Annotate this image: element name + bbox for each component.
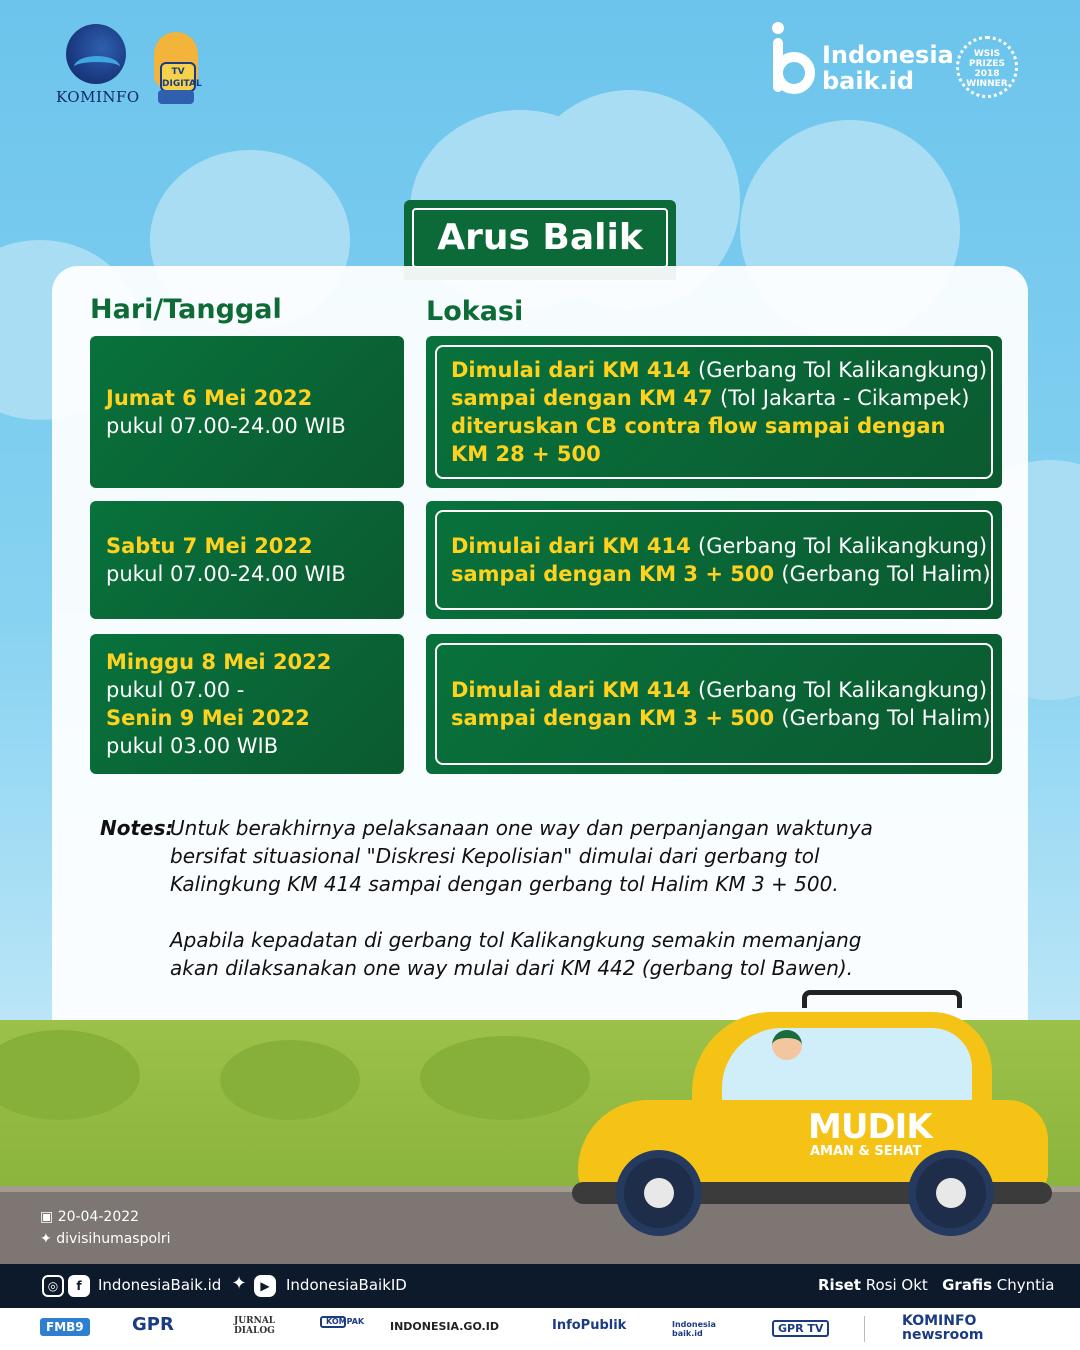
date-box-row-1 <box>90 336 404 488</box>
notes-paragraph: Untuk berakhirnya pelaksanaan one way dan perpanjangan waktunya bersifat situasional "Diskresi Kepolisian" dimulai dari gerbang tol Kalingkung KM 414 sampai dengan gerbang tol Halim KM 3 + 500. <box>170 816 873 896</box>
location-line <box>451 440 977 468</box>
date-column-header: Hari/Tanggal <box>90 294 282 325</box>
location-line <box>451 560 991 588</box>
location-segment: (Gerbang Tol Halim) <box>781 562 991 586</box>
partner-kominfo-newsroom-logo: KOMINFO newsroom <box>902 1313 984 1343</box>
notes-body <box>170 814 880 982</box>
location-line <box>451 412 977 440</box>
location-segment: (Gerbang Tol Halim) <box>781 706 991 730</box>
tv-digital-mascot-icon <box>144 24 208 106</box>
facebook-icon[interactable]: f <box>68 1275 90 1297</box>
twitter-icon[interactable]: ✦ <box>231 1273 247 1294</box>
notes-label: Notes: <box>100 816 174 840</box>
instagram-icon[interactable]: ◎ <box>42 1275 64 1297</box>
location-segment: sampai dengan KM 47 <box>451 386 720 410</box>
publish-date: 20-04-2022 <box>57 1209 140 1225</box>
source-icon: ✦ <box>40 1231 52 1247</box>
location-line <box>451 676 988 704</box>
location-line <box>451 356 988 384</box>
location-line <box>451 704 991 732</box>
partner-jurnal-dialog-logo: JURNAL DIALOG <box>234 1316 276 1336</box>
date-line: pukul 07.00-24.00 WIB <box>106 562 346 586</box>
location-segment: (Gerbang Tol Kalikangkung) <box>698 534 988 558</box>
location-box-row-3 <box>426 634 1002 774</box>
location-segment: (Gerbang Tol Kalikangkung) <box>698 358 988 382</box>
social-handle-2[interactable]: IndonesiaBaikID <box>286 1276 407 1294</box>
source-label: divisihumaspolri <box>56 1231 171 1247</box>
credits <box>818 1276 1054 1294</box>
wheel-icon <box>908 1150 994 1236</box>
location-segment: Dimulai dari KM 414 <box>451 358 699 382</box>
date-box-row-2 <box>90 501 404 619</box>
car-illustration <box>572 990 1058 1230</box>
partner-infopublik-logo: InfoPublik <box>552 1318 627 1333</box>
location-segment: KM 28 + 500 <box>451 442 601 466</box>
location-line <box>451 532 988 560</box>
indonesia-baik-mark-icon <box>770 22 816 96</box>
kominfo-wave-icon <box>74 56 120 78</box>
date-line: Senin 9 Mei 2022 <box>106 706 310 730</box>
page-title: Arus Balik <box>412 208 668 268</box>
date-line: pukul 03.00 WIB <box>106 734 279 758</box>
mascot-tv-label: TV DIGITAL <box>160 62 196 92</box>
location-box-row-1 <box>426 336 1002 488</box>
riset-label: Riset <box>818 1276 861 1294</box>
date-line: Minggu 8 Mei 2022 <box>106 650 332 674</box>
location-inner-frame <box>435 643 993 765</box>
location-inner-frame <box>435 345 993 479</box>
location-column-header: Lokasi <box>426 296 524 327</box>
youtube-icon[interactable]: ▶ <box>254 1275 276 1297</box>
location-segment: sampai dengan KM 3 + 500 <box>451 562 782 586</box>
car-title: MUDIK <box>808 1107 932 1147</box>
riset-name: Rosi Okt <box>865 1276 928 1294</box>
date-box-row-3 <box>90 634 404 774</box>
partner-logos-bar <box>0 1308 1080 1350</box>
grafis-name: Chyntia <box>996 1276 1055 1294</box>
location-segment: diteruskan CB contra flow sampai dengan <box>451 414 946 438</box>
location-inner-frame <box>435 510 993 610</box>
driver-icon <box>772 1030 802 1060</box>
calendar-icon: ▣ <box>40 1209 54 1225</box>
date-line: pukul 07.00-24.00 WIB <box>106 414 346 438</box>
bush-shape <box>420 1036 590 1120</box>
location-box-row-2 <box>426 501 1002 619</box>
location-segment: (Tol Jakarta - Cikampek) <box>719 386 970 410</box>
bush-shape <box>220 1040 360 1120</box>
partner-indonesia-go-id-logo: INDONESIA.GO.ID <box>390 1320 499 1333</box>
partner-gpr-tv-logo: GPR TV <box>772 1320 829 1337</box>
wsis-award-badge: WSIS PRIZES 2018 WINNER <box>956 36 1018 98</box>
indonesia-baik-logo <box>768 20 1028 104</box>
location-line <box>451 384 977 412</box>
grafis-label: Grafis <box>942 1276 993 1294</box>
location-segment: Dimulai dari KM 414 <box>451 534 699 558</box>
wheel-icon <box>616 1150 702 1236</box>
partner-indonesia-baik-logo: Indonesia baik.id <box>672 1320 716 1338</box>
content-card <box>52 266 1028 1050</box>
social-bar <box>0 1264 1080 1308</box>
location-segment: sampai dengan KM 3 + 500 <box>451 706 782 730</box>
roof-rack <box>802 990 962 1008</box>
car-subtitle: AMAN & SEHAT <box>810 1144 922 1159</box>
kominfo-label: KOMINFO <box>56 88 140 106</box>
location-segment: (Gerbang Tol Kalikangkung) <box>698 678 988 702</box>
date-line: pukul 07.00 - <box>106 678 245 702</box>
location-segment: Dimulai dari KM 414 <box>451 678 699 702</box>
partner-fmb9-logo: FMB9 <box>40 1318 90 1336</box>
notes-paragraph: Apabila kepadatan di gerbang tol Kalikangkung semakin memanjang akan dilaksanakan one way mulai dari KM 442 (gerbang tol Bawen). <box>170 928 862 980</box>
social-handle-1[interactable]: IndonesiaBaik.id <box>98 1276 222 1294</box>
brand-label: Indonesia baik.id <box>822 41 954 95</box>
partner-gpr-logo: GPR <box>132 1314 174 1335</box>
notes-section <box>100 814 880 1010</box>
date-line: Sabtu 7 Mei 2022 <box>106 534 313 558</box>
source-meta <box>40 1231 171 1247</box>
partner-kompak-logo: KOMPAK <box>320 1316 346 1328</box>
kominfo-logo <box>56 24 140 108</box>
date-meta <box>40 1209 139 1225</box>
date-line: Jumat 6 Mei 2022 <box>106 386 313 410</box>
